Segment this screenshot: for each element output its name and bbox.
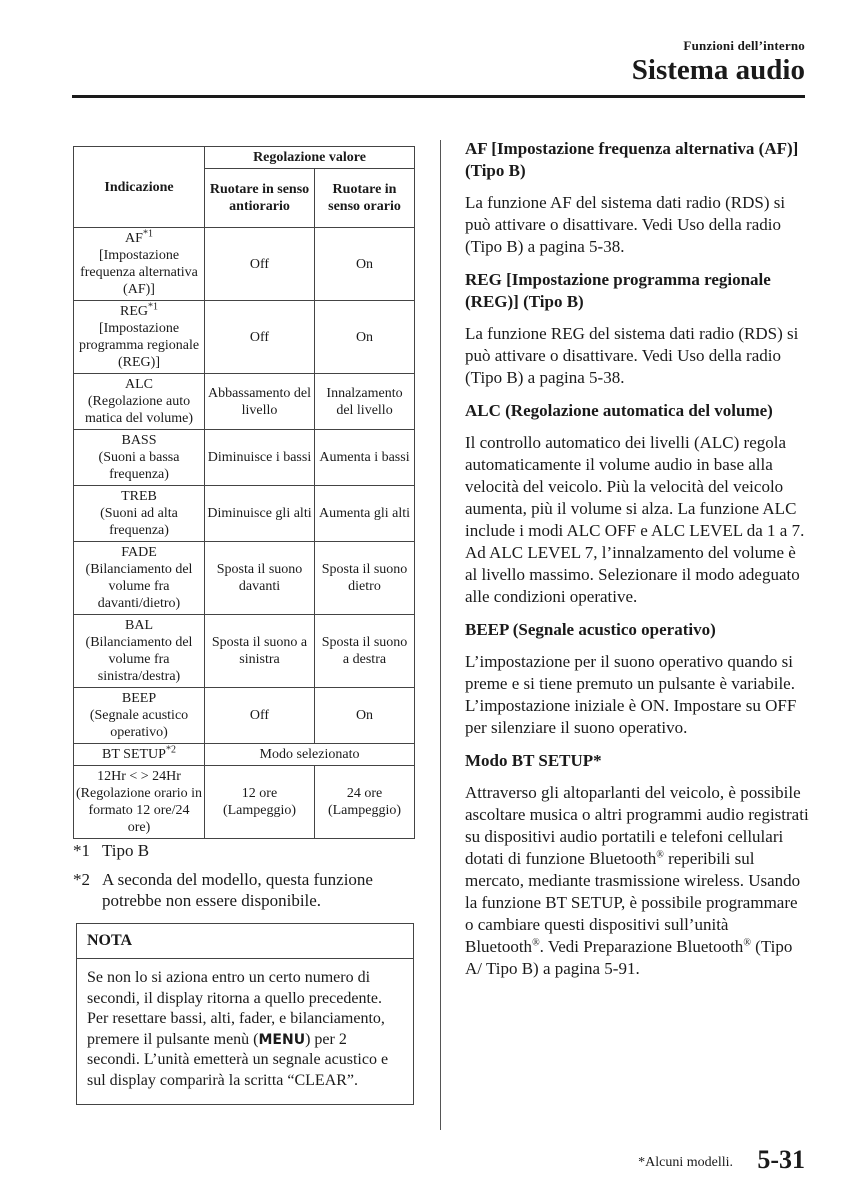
row-ccw-value: Sposta il suono davanti xyxy=(205,542,315,615)
page-number: 5-31 xyxy=(757,1145,805,1174)
row-merged-value: Modo selezionato xyxy=(205,744,415,766)
row-cw-value: Sposta il suono dietro xyxy=(315,542,415,615)
row-cw-value: Sposta il suono a destra xyxy=(315,615,415,688)
row-cw-value: 24 ore (Lampeggio) xyxy=(315,766,415,839)
row-label: AF$^{*1}$ [Impostazione frequenza alternativa (AF)] xyxy=(74,228,205,301)
table-row xyxy=(74,688,415,744)
row-ccw-value: 12 ore (Lampeggio) xyxy=(205,766,315,839)
table-row xyxy=(74,301,415,374)
table-row xyxy=(74,542,415,615)
row-ccw-value: Diminuisce i bassi xyxy=(205,430,315,486)
row-ccw-value: Off xyxy=(205,301,315,374)
row-label: BASS (Suoni a bassa frequenza) xyxy=(74,430,205,486)
table-row xyxy=(74,486,415,542)
row-cw-value: Aumenta gli alti xyxy=(315,486,415,542)
footnote xyxy=(73,869,418,911)
table-row xyxy=(74,766,415,839)
header-regolazione-valore: Regolazione valore xyxy=(205,147,415,169)
footnote-text: Tipo B xyxy=(102,841,150,860)
row-ccw-value: Off xyxy=(205,228,315,301)
af-heading: AF [Impostazione frequenza alternativa (AF)] (Tipo B) xyxy=(465,139,799,180)
alc-heading: ALC (Regolazione automatica del volume) xyxy=(465,401,773,420)
bt-setup-heading: Modo BT SETUP* xyxy=(465,751,602,770)
reg-heading: REG [Impostazione programma regionale (REG)] (Tipo B) xyxy=(465,270,771,311)
row-cw-value: On xyxy=(315,301,415,374)
table-row xyxy=(74,744,415,766)
footnote xyxy=(73,840,418,861)
row-cw-value: On xyxy=(315,688,415,744)
header-antiorario: Ruotare in senso antiorario xyxy=(205,169,315,228)
header-orario: Ruotare in senso orario xyxy=(315,169,415,228)
row-ccw-value: Abbassamento del livello xyxy=(205,374,315,430)
table-row xyxy=(74,430,415,486)
note-body: Se non lo si aziona entro un certo numero di secondi, il display ritorna a quello precedente. Per resettare bassi, alti, fader, e bilanciamento, premere il pulsante menù (MENU) per 2 secondi. L’unità emetterà un segnale acustico e sul display comparirà la scritta “CLEAR”. xyxy=(87,969,389,1089)
row-label: REG$^{*1}$ [Impostazione programma regionale (REG)] xyxy=(74,301,205,374)
row-label: BAL (Bilanciamento del volume fra sinistra/destra) xyxy=(74,615,205,688)
row-label: ALC (Regolazione auto matica del volume) xyxy=(74,374,205,430)
row-label: BT SETUP$^{*2}$ xyxy=(74,744,205,766)
note-box xyxy=(76,923,414,1105)
menu-key-label: MENU xyxy=(258,1031,306,1048)
beep-heading: BEEP (Segnale acustico operativo) xyxy=(465,620,716,639)
beep-text: L’impostazione per il suono operativo quando si preme e si tiene premuto un pulsante è variabile. L’impostazione iniziale è ON. Impostare su OFF per silenziare il suono operativo. xyxy=(465,652,797,737)
page-title: Sistema audio xyxy=(631,54,805,86)
row-label: 12Hr < > 24Hr (Regolazione orario in formato 12 ore/24 ore) xyxy=(74,766,205,839)
reg-text: La funzione REG del sistema dati radio (RDS) si può attivare o disattivare. Vedi Uso della radio (Tipo B) a pagina 5-38. xyxy=(465,324,799,387)
header-rule xyxy=(72,95,805,98)
row-ccw-value: Sposta il suono a sinistra xyxy=(205,615,315,688)
row-label: BEEP (Segnale acustico operativo) xyxy=(74,688,205,744)
column-divider xyxy=(440,140,441,1130)
footnote-mark: *1 xyxy=(73,841,90,860)
row-ccw-value: Diminuisce gli alti xyxy=(205,486,315,542)
right-column xyxy=(465,138,810,991)
row-cw-value: On xyxy=(315,228,415,301)
footnote-mark: *2 xyxy=(73,870,90,889)
header-indicazione: Indicazione xyxy=(74,147,205,228)
row-label: FADE (Bilanciamento del volume fra davanti/dietro) xyxy=(74,542,205,615)
row-cw-value: Aumenta i bassi xyxy=(315,430,415,486)
table-row xyxy=(74,228,415,301)
footnote-text: A seconda del modello, questa funzione potrebbe non essere disponibile. xyxy=(102,870,373,910)
row-label: TREB (Suoni ad alta frequenza) xyxy=(74,486,205,542)
af-text: La funzione AF del sistema dati radio (RDS) si può attivare o disattivare. Vedi Uso della radio (Tipo B) a pagina 5-38. xyxy=(465,193,786,256)
table-row xyxy=(74,615,415,688)
footer-note: *Alcuni modelli. xyxy=(638,1155,733,1170)
table-row xyxy=(74,374,415,430)
settings-table xyxy=(73,146,415,839)
row-ccw-value: Off xyxy=(205,688,315,744)
footnotes xyxy=(73,840,418,919)
section-label: Funzioni dell’interno xyxy=(683,38,805,53)
note-heading: NOTA xyxy=(77,924,413,959)
row-cw-value: Innalzamento del livello xyxy=(315,374,415,430)
bt-setup-text: Attraverso gli altoparlanti del veicolo, è possibile ascoltare musica o altri programmi audio registrati su dispositivi audio portatili e telefoni cellulari dotati di funzione Bluetooth® reperibili sul mercato, mediante trasmissione wireless. Usando la funzione BT SETUP, è possibile programmare o cambiare questi dispositivi sull’unità Bluetooth®. Vedi Preparazione Bluetooth® (Tipo A/ Tipo B) a pagina 5-91. xyxy=(465,783,809,978)
alc-text: Il controllo automatico dei livelli (ALC) regola automaticamente il volume audio in base alla velocità del veicolo. Più la velocità del veicolo aumenta, più il volume si alza. La funzione ALC include i modi ALC OFF e ALC LEVEL da 1 a 7. Ad ALC LEVEL 7, l’innalzamento del volume è al livello massimo. Selezionare il modo adeguato alle condizioni operative. xyxy=(465,433,805,606)
table-header-row xyxy=(74,147,415,169)
